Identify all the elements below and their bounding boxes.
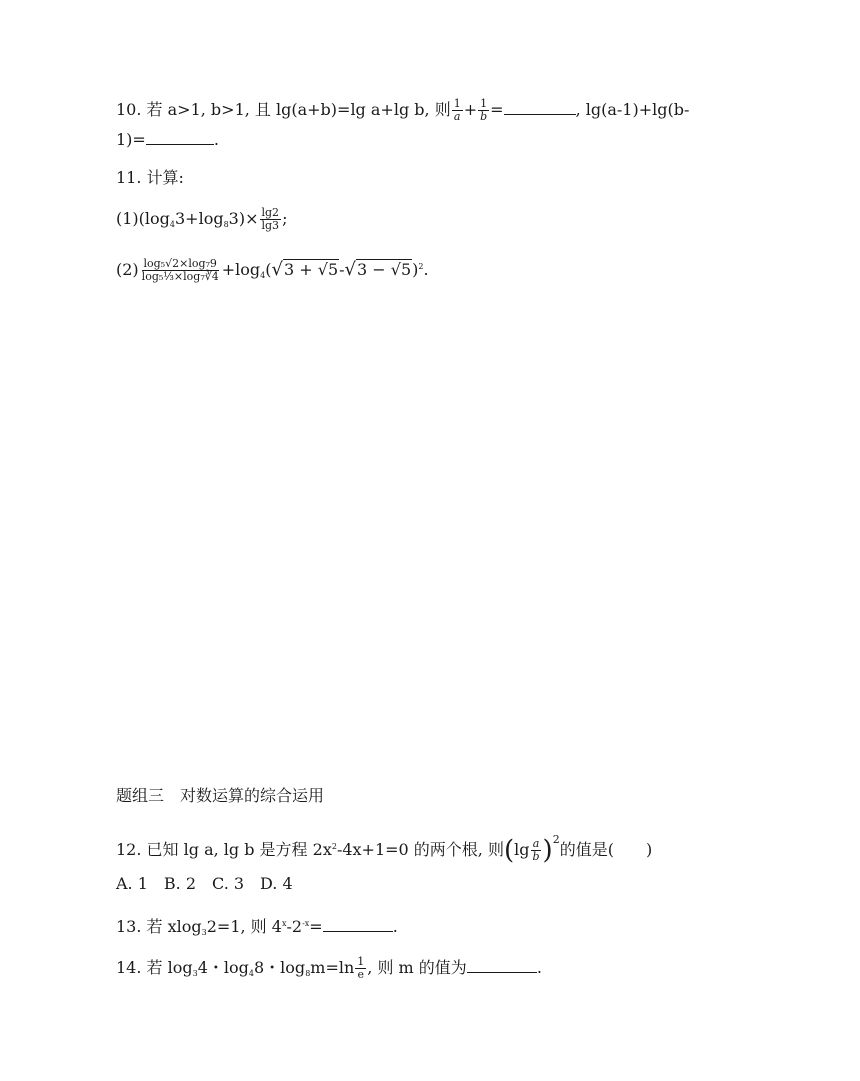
- q10-text: 10. 若 a>1, b>1, 且 lg(a+b)=lg a+lg b, 则: [116, 100, 451, 119]
- question-11-title: 11. 计算:: [116, 168, 184, 187]
- answer-blank[interactable]: [146, 130, 214, 145]
- fraction-lg2-over-lg3: $\frac{\lg 2}{\lg 3}$: [261, 206, 280, 232]
- question-11-part-1: $(1)(\log_43+\log_83)\times$ $\frac{\lg 2}{\lg 3}$ ;: [116, 206, 288, 232]
- question-11-part-2: (2) $\frac{\text{log₅√2×log₇9}}{\text{log₅⅓×log₇∛4}}$ $+\log_4(√3 + √5-√3 - √5)^2$.: [116, 257, 429, 283]
- question-13: 13. 若 xlog$_3$2=1, 则 $4^x-2^{-x}=$ .: [116, 917, 398, 937]
- question-10-line1: 10. 若 a>1, b>1, 且 lg(a+b)=lg a+lg b, 则 $\frac{1}{a}$ + $\frac{1}{b}$ = , lg(a-1)+lg(b-: [116, 97, 690, 123]
- section-title: 题组三 对数运算的综合运用: [116, 786, 325, 805]
- fraction-1-over-e: $\frac{1}{e}$: [357, 955, 365, 981]
- fraction-1-over-b: $\frac{1}{b}$: [480, 97, 488, 123]
- question-12-options: A. 1 B. 2 C. 3 D. 4: [116, 874, 293, 893]
- answer-blank[interactable]: [504, 100, 576, 115]
- answer-blank[interactable]: [323, 917, 393, 932]
- question-10-line2: 1)= .: [116, 130, 219, 149]
- answer-blank[interactable]: [467, 958, 537, 973]
- radical-sign-icon: √: [344, 259, 357, 280]
- fraction-1-over-a: $\frac{1}{a}$: [453, 97, 461, 123]
- question-12: 12. 已知 lg a, lg b 是方程 $2x^2-4x+1=0$ 的两个根, 则(lg $\frac{a}{b}$ )$^2$的值是( ): [116, 833, 653, 866]
- fraction-a-over-b: $\frac{a}{b}$: [532, 837, 540, 863]
- log-fraction: $\frac{\text{log₅√2×log₇9}}{\text{log₅⅓×log₇∛4}}$: [141, 257, 219, 283]
- radical-sign-icon: √: [271, 259, 283, 280]
- question-14: 14. 若 $\log_34$・$\log_48$・$\log_8m=\ln$ $\frac{1}{e}$ , 则 m 的值为 .: [116, 955, 542, 981]
